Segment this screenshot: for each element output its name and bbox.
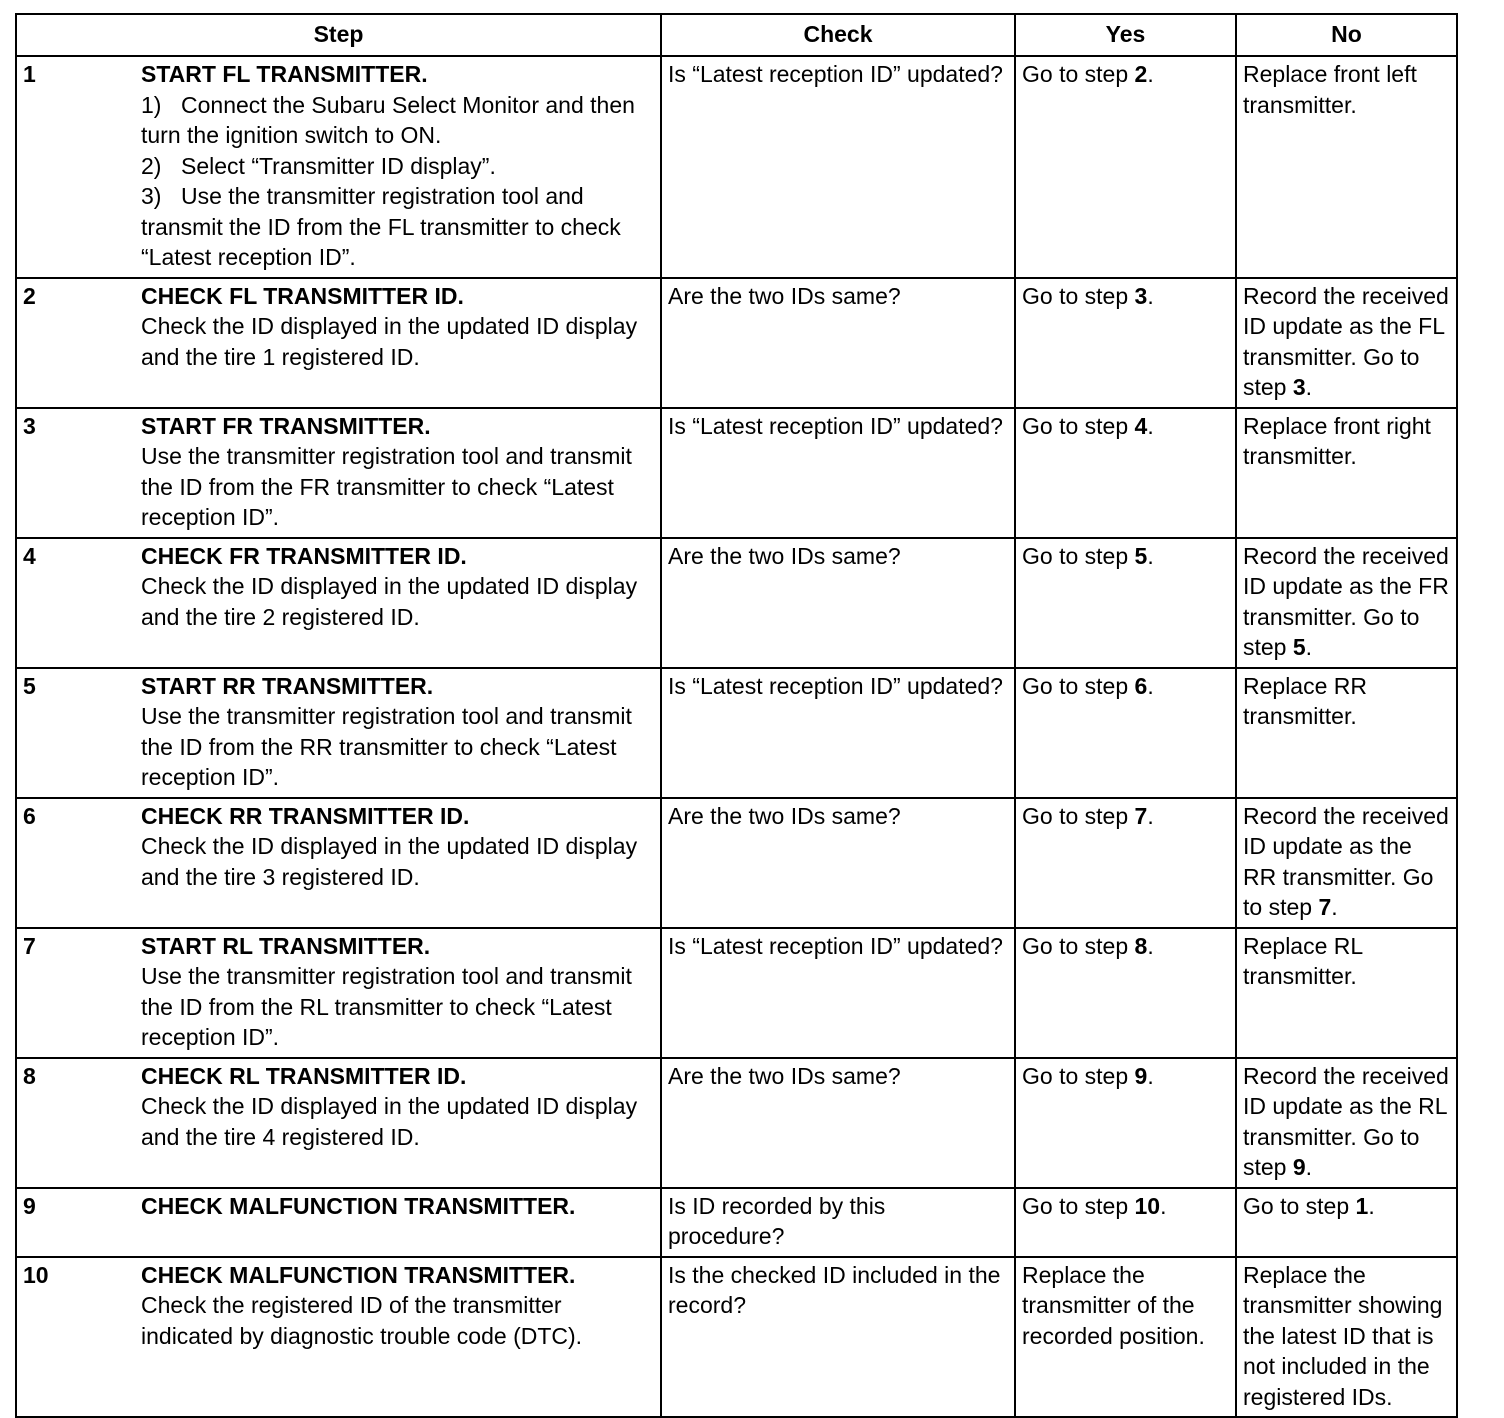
step-number: 9 bbox=[23, 1192, 36, 1219]
yes-step-ref: 8 bbox=[1134, 932, 1148, 959]
no-text: Replace RR transmitter. bbox=[1243, 672, 1367, 729]
yes-text: Go to step bbox=[1022, 672, 1135, 699]
header-check: Check bbox=[661, 14, 1015, 56]
header-step: Step bbox=[16, 14, 661, 56]
yes-text-end: . bbox=[1147, 672, 1154, 699]
yes-text: Go to step bbox=[1022, 1192, 1135, 1219]
substep-text: Connect the Subaru Select Monitor and then turn the ignition switch to ON. bbox=[141, 91, 635, 148]
yes-text-end: . bbox=[1147, 412, 1154, 439]
yes-cell bbox=[1015, 408, 1236, 538]
check-cell: Are the two IDs same? bbox=[661, 538, 1015, 668]
check-cell: Are the two IDs same? bbox=[661, 1058, 1015, 1188]
yes-cell bbox=[1015, 668, 1236, 798]
table-row bbox=[16, 1058, 1457, 1188]
substep bbox=[141, 181, 654, 273]
step-title: CHECK MALFUNCTION TRANSMITTER. bbox=[141, 1261, 576, 1288]
check-cell: Is “Latest reception ID” updated? bbox=[661, 928, 1015, 1058]
yes-text: Go to step bbox=[1022, 932, 1135, 959]
table-row bbox=[16, 1257, 1457, 1418]
step-title: CHECK RL TRANSMITTER ID. bbox=[141, 1062, 467, 1089]
step-title: CHECK FR TRANSMITTER ID. bbox=[141, 542, 467, 569]
table-row bbox=[16, 928, 1457, 1058]
step-cell bbox=[16, 1058, 661, 1188]
no-cell bbox=[1236, 1257, 1457, 1418]
no-cell bbox=[1236, 1058, 1457, 1188]
yes-text: Go to step bbox=[1022, 1062, 1135, 1089]
yes-text: Go to step bbox=[1022, 542, 1135, 569]
yes-cell bbox=[1015, 538, 1236, 668]
step-description: Check the ID displayed in the updated ID display and the tire 1 registered ID. bbox=[141, 313, 638, 370]
yes-step-ref: 3 bbox=[1134, 282, 1148, 309]
yes-text: Go to step bbox=[1022, 802, 1135, 829]
step-title: START FR TRANSMITTER. bbox=[141, 412, 431, 439]
table-body bbox=[16, 56, 1457, 1417]
step-title: START RL TRANSMITTER. bbox=[141, 932, 431, 959]
no-step-ref: 3 bbox=[1292, 374, 1306, 400]
check-cell: Is “Latest reception ID” updated? bbox=[661, 408, 1015, 538]
no-text-end: . bbox=[1331, 894, 1338, 920]
step-title: START RR TRANSMITTER. bbox=[141, 672, 434, 699]
yes-cell bbox=[1015, 798, 1236, 928]
step-cell bbox=[16, 56, 661, 278]
step-description: Check the ID displayed in the updated ID display and the tire 4 registered ID. bbox=[141, 1093, 638, 1150]
substep bbox=[141, 151, 654, 182]
no-cell bbox=[1236, 538, 1457, 668]
diagnostic-procedure bbox=[15, 13, 1456, 1418]
substep-text: Use the transmitter registration tool and transmit the ID from the FL transmitter to check “Latest reception ID”. bbox=[141, 183, 621, 270]
substep-number: 1) bbox=[141, 91, 162, 118]
step-description: Check the ID displayed in the updated ID display and the tire 2 registered ID. bbox=[141, 573, 638, 630]
step-cell bbox=[16, 278, 661, 408]
step-cell bbox=[16, 1188, 661, 1257]
step-cell bbox=[16, 798, 661, 928]
step-number: 4 bbox=[23, 542, 36, 569]
no-step-ref: 1 bbox=[1355, 1192, 1369, 1219]
step-number: 7 bbox=[23, 932, 36, 959]
step-cell bbox=[16, 668, 661, 798]
yes-step-ref: 4 bbox=[1134, 412, 1148, 439]
no-step-ref: 9 bbox=[1292, 1154, 1306, 1180]
step-number: 3 bbox=[23, 412, 36, 439]
no-cell bbox=[1236, 1188, 1457, 1257]
yes-cell bbox=[1015, 1058, 1236, 1188]
yes-text-end: . bbox=[1147, 282, 1154, 309]
no-text: Record the received ID update as the FL transmitter. Go to step bbox=[1243, 282, 1449, 400]
step-title: START FL TRANSMITTER. bbox=[141, 61, 428, 87]
no-text: Replace the transmitter showing the latest ID that is not included in the registered IDs. bbox=[1243, 1261, 1443, 1410]
step-cell bbox=[16, 1257, 661, 1418]
yes-text: Go to step bbox=[1022, 412, 1135, 439]
yes-text-end: . bbox=[1147, 1062, 1154, 1089]
yes-text: Go to step bbox=[1022, 282, 1135, 309]
check-cell: Are the two IDs same? bbox=[661, 798, 1015, 928]
step-description: Check the registered ID of the transmitter indicated by diagnostic trouble code (DTC). bbox=[141, 1292, 583, 1349]
step-description: Use the transmitter registration tool and transmit the ID from the RR transmitter to check “Latest reception ID”. bbox=[141, 703, 632, 790]
step-number: 6 bbox=[23, 802, 36, 829]
yes-cell bbox=[1015, 56, 1236, 278]
check-cell: Is ID recorded by this procedure? bbox=[661, 1188, 1015, 1257]
step-title: CHECK RR TRANSMITTER ID. bbox=[141, 802, 470, 829]
check-cell: Is the checked ID included in the record? bbox=[661, 1257, 1015, 1418]
substep-text: Select “Transmitter ID display”. bbox=[181, 152, 496, 179]
check-cell: Are the two IDs same? bbox=[661, 278, 1015, 408]
no-text: Record the received ID update as the RR transmitter. Go to step bbox=[1243, 802, 1449, 920]
step-cell bbox=[16, 538, 661, 668]
table-row bbox=[16, 538, 1457, 668]
check-cell: Is “Latest reception ID” updated? bbox=[661, 668, 1015, 798]
no-text: Replace front left transmitter. bbox=[1243, 61, 1417, 118]
substep-number: 3) bbox=[141, 183, 162, 209]
yes-text-end: . bbox=[1147, 802, 1154, 829]
step-number: 8 bbox=[23, 1062, 36, 1089]
no-cell bbox=[1236, 928, 1457, 1058]
no-text-end: . bbox=[1305, 634, 1313, 660]
yes-text-end: . bbox=[1147, 61, 1154, 87]
yes-step-ref: 9 bbox=[1134, 1062, 1148, 1089]
yes-text: Go to step bbox=[1022, 61, 1135, 87]
no-text: Record the received ID update as the FR transmitter. Go to step bbox=[1243, 542, 1449, 660]
yes-cell bbox=[1015, 928, 1236, 1058]
no-step-ref: 7 bbox=[1318, 894, 1332, 920]
step-cell bbox=[16, 408, 661, 538]
yes-step-ref: 6 bbox=[1134, 672, 1148, 699]
yes-step-ref: 5 bbox=[1134, 542, 1148, 569]
step-number: 10 bbox=[23, 1261, 49, 1288]
yes-cell bbox=[1015, 1257, 1236, 1418]
table-row bbox=[16, 278, 1457, 408]
yes-step-ref: 2 bbox=[1134, 61, 1148, 87]
step-number: 5 bbox=[23, 672, 36, 699]
no-cell bbox=[1236, 798, 1457, 928]
table-row bbox=[16, 1188, 1457, 1257]
no-step-ref: 5 bbox=[1292, 634, 1306, 660]
step-number: 2 bbox=[23, 282, 36, 309]
substep bbox=[141, 90, 654, 151]
no-text-end: . bbox=[1368, 1192, 1375, 1219]
header-row bbox=[16, 14, 1457, 56]
yes-cell bbox=[1015, 1188, 1236, 1257]
no-text: Record the received ID update as the RL transmitter. Go to step bbox=[1243, 1062, 1449, 1180]
yes-text-end: . bbox=[1147, 542, 1154, 569]
no-text: Go to step bbox=[1243, 1192, 1356, 1219]
step-title: CHECK MALFUNCTION TRANSMITTER. bbox=[141, 1192, 576, 1219]
check-cell: Is “Latest reception ID” updated? bbox=[661, 56, 1015, 278]
step-description: Check the ID displayed in the updated ID display and the tire 3 registered ID. bbox=[141, 833, 638, 890]
yes-text-end: . bbox=[1147, 932, 1154, 959]
yes-text: Replace the transmitter of the recorded position. bbox=[1022, 1261, 1205, 1349]
diagnostic-table bbox=[15, 13, 1458, 1418]
yes-text-end: . bbox=[1160, 1192, 1167, 1219]
header-yes: Yes bbox=[1015, 14, 1236, 56]
yes-step-ref: 7 bbox=[1134, 802, 1148, 829]
no-cell bbox=[1236, 56, 1457, 278]
step-description: Use the transmitter registration tool and transmit the ID from the RL transmitter to check “Latest reception ID”. bbox=[141, 963, 632, 1050]
yes-step-ref: 10 bbox=[1134, 1192, 1161, 1219]
no-text-end: . bbox=[1305, 374, 1313, 400]
table-row bbox=[16, 668, 1457, 798]
no-text-end: . bbox=[1305, 1154, 1313, 1180]
step-title: CHECK FL TRANSMITTER ID. bbox=[141, 282, 464, 309]
table-row bbox=[16, 56, 1457, 278]
no-cell bbox=[1236, 408, 1457, 538]
table-row bbox=[16, 798, 1457, 928]
step-description: Use the transmitter registration tool and transmit the ID from the FR transmitter to check “Latest reception ID”. bbox=[141, 443, 632, 530]
header-no: No bbox=[1236, 14, 1457, 56]
no-text: Replace RL transmitter. bbox=[1243, 932, 1363, 989]
no-cell bbox=[1236, 278, 1457, 408]
no-cell bbox=[1236, 668, 1457, 798]
step-number: 1 bbox=[23, 61, 36, 87]
table-row bbox=[16, 408, 1457, 538]
substep-number: 2) bbox=[141, 152, 162, 179]
no-text: Replace front right transmitter. bbox=[1243, 412, 1431, 469]
step-cell bbox=[16, 928, 661, 1058]
yes-cell bbox=[1015, 278, 1236, 408]
